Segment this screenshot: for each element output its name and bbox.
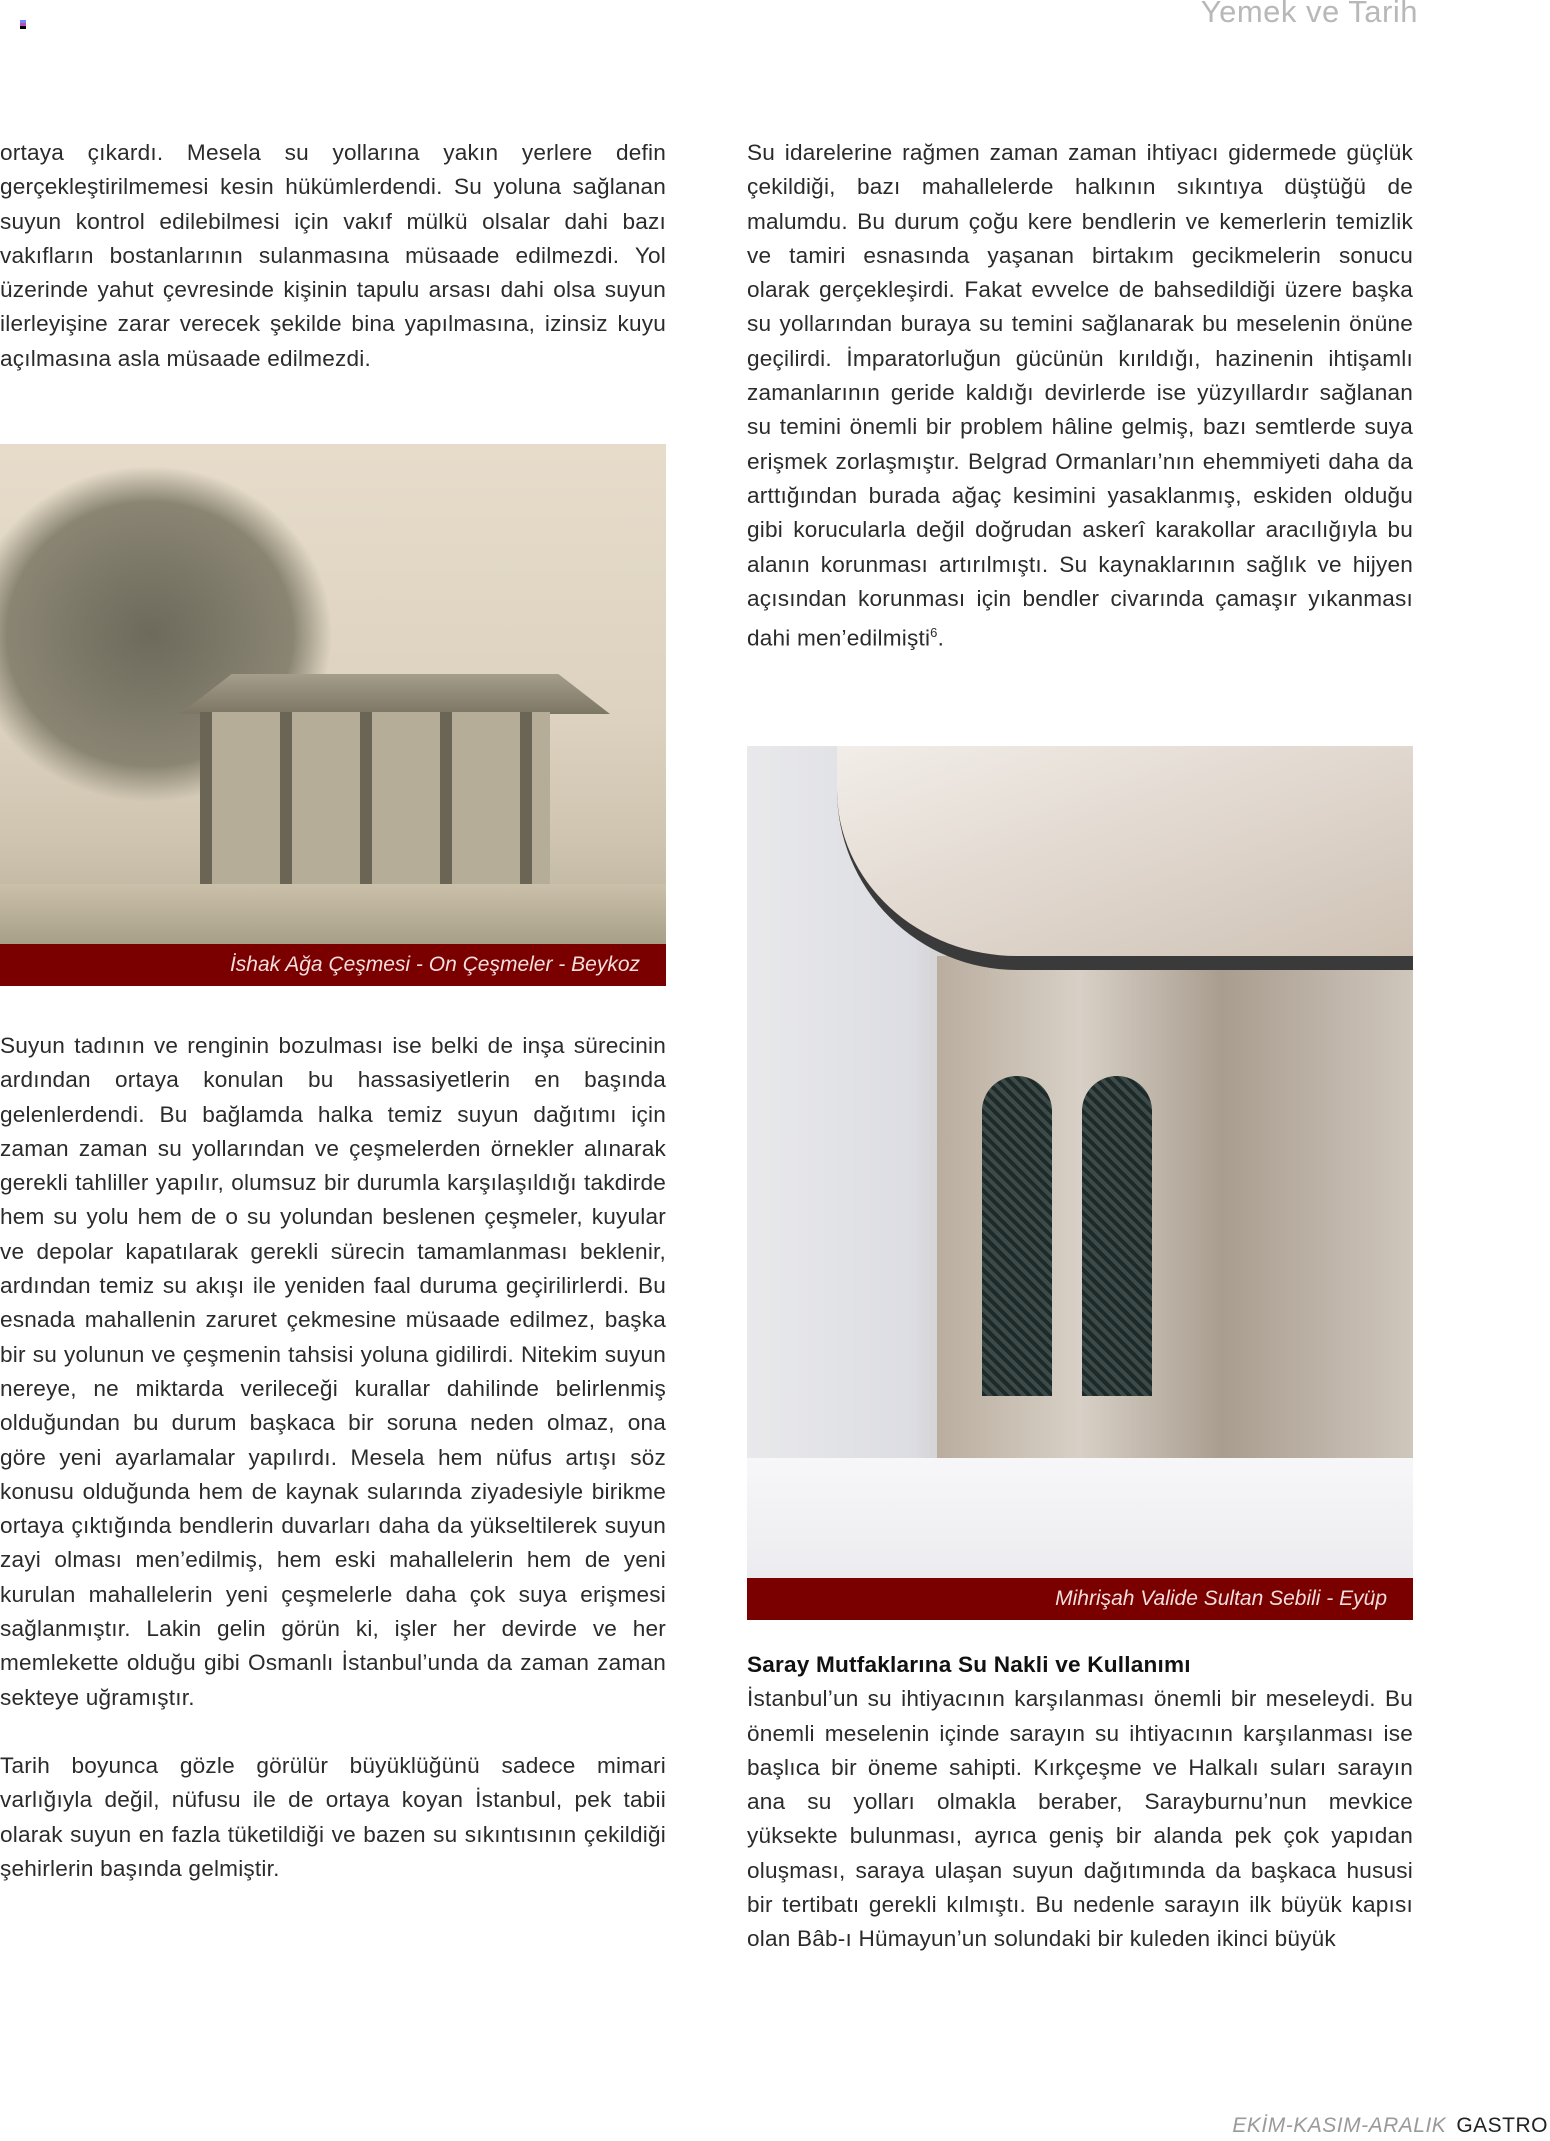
right-column-bottom — [747, 1648, 1413, 1957]
paragraph-text: Su idarelerine rağmen zaman zaman ihtiyacı gidermede güçlük çekildiği, bazı mahallelerde halkının sıkıntıya düştüğü de malumdu. Bu durum çoğu kere bendlerin ve kemerlerin temizlik ve tamiri esnasında yaşanan birtakım gecikmelerin sonucu olarak gerçekleşirdi. Fakat evvelce de bahsedildiği üzere başka su yollarından buraya su temini sağlanarak bu meselenin önüne geçilirdi. İmparatorluğun gücünün kırıldığı, hazinenin ihtişamlı zamanlarının geride kaldığı devirlerde ise yüzyıllardır sağlanan su temini önemli bir problem hâline gelmiş, bazı semtlerde suya erişmek zorlaşmıştır. Belgrad Ormanları’nın ehemmiyeti daha da arttığından burada ağaç kesimini yasaklanmış, eskiden olduğu gibi korucularla değil doğrudan askerî karakollar aracılığıyla bu alanın korunması artırılmıştı. Su kaynaklarının sağlık ve hijyen açısından korunması için bendler civarında çamaşır yıkanması dahi men’edilmişti — [747, 140, 1413, 651]
snow — [747, 1458, 1413, 1578]
paragraph: Suyun tadının ve renginin bozulması ise belki de inşa sürecinin ardından ortaya konulan bu hassasiyetlerin en başında gelenlerdendi. Bu bağlamda halka temiz suyun dağıtımı için zaman zaman su yollarından ve çeşmelerden örnekler alınarak gerekli tahliller yapılır, olumsuz bir durumla karşılaşıldığı takdirde hem su yolu hem de o su yolundan beslenen çeşmeler, kuyular ve depolar kapatılarak gerekli sürecin tamamlanması beklenir, ardından temiz su akışı ile yeniden faal duruma geçirilirlerdi. Bu esnada mahallenin zaruret çekmesine müsaade edilmez, başka bir su yolunun ve çeşmenin tahsisi yoluna gidilirdi. Nitekim suyun nereye, ne miktarda verileceği kurallar dahilinde belirlenmiş olduğundan bu durum başkaca bir soruna neden olmaz, ona göre yeni ayarlamalar yapılırdı. Mesela hem nüfus artışı söz konusu olduğunda hem de kaynak sularında ziyadesiyle birikme ortaya çıktığında bendlerin duvarları daha da yükseltilerek suyun zayi olması men’edilmiş, hem eski mahallelerin hem de yeni kurulan mahallelerin yeni çeşmelerle daha çok suya erişmesi sağlanmıştır. Lakin gelin görün ki, işler her devirde ve her memlekette olduğu gibi Osmanlı İstanbul’unda da zaman zaman sekteye uğramıştır. — [0, 1033, 666, 1710]
paragraph: İstanbul’un su ihtiyacının karşılanması önemli bir meseleydi. Bu önemli meselenin içinde sarayın su ihtiyacının karşılanması ise başlıca bir öneme sahipti. Kırkçeşme ve Halkalı suları sarayın ana su yolları olmakla beraber, Sarayburnu’nun mevkice yüksekte bulunması, ayrıca geniş bir alanda pek çok yapıdan oluşması, saraya ulaşan suyun dağıtımında da başkaca hususi bir tertibatı gerekli kılmıştı. Bu nedenle sarayın ilk büyük kapısı olan Bâb-ı Hümayun’un solundaki bir kuleden ikinci büyük — [747, 1686, 1413, 1952]
kiosk-roof — [180, 674, 610, 714]
paragraph — [747, 136, 1413, 656]
color-marker-icon — [20, 20, 26, 29]
window-grille — [982, 1076, 1052, 1396]
section-title: Yemek ve Tarih — [1200, 0, 1418, 29]
kiosk-arches — [200, 712, 550, 892]
paragraph-end: . — [937, 625, 945, 651]
left-column-top — [0, 136, 666, 376]
engraving-image-ishak-aga-cesmesi — [0, 444, 666, 944]
sebil-roof — [837, 746, 1413, 970]
section-heading: Saray Mutfaklarına Su Nakli ve Kullanımı — [747, 1652, 1191, 1677]
figure-caption: İshak Ağa Çeşmesi - On Çeşmeler - Beykoz — [0, 944, 666, 986]
figure-caption: Mihrişah Valide Sultan Sebili - Eyüp — [747, 1578, 1413, 1620]
window-grille — [1082, 1076, 1152, 1396]
page-footer — [1232, 2114, 1548, 2138]
left-column-bottom — [0, 1029, 666, 1886]
paragraph: Tarih boyunca gözle görülür büyüklüğünü sadece mimari varlığıyla değil, nüfusu ile de ortaya koyan İstanbul, pek tabii olarak suyun en fazla tüketildiği ve bazen su sıkıntısının çekildiği şehirlerin başında gelmiştir. — [0, 1752, 666, 1881]
photo-mihrisah-sebili — [747, 746, 1413, 1578]
ground — [0, 884, 666, 944]
right-column-top — [747, 136, 1413, 656]
magazine-name: GASTRO — [1456, 2114, 1548, 2137]
issue-label: EKİM-KASIM-ARALIK — [1232, 2114, 1447, 2137]
paragraph: ortaya çıkardı. Mesela su yollarına yakın yerlere defin gerçekleştirilmemesi kesin hükümlerdendi. Su yoluna sağlanan suyun kontrol edilebilmesi için vakıf mülkü olsalar dahi bazı vakıfların bostanlarının sulanmasına müsaade edilmezdi. Yol üzerinde yahut çevresinde kişinin tapulu arsası dahi olsa suyun ilerleyişine zarar verecek şekilde bina yapılmasına, izinsiz kuyu açılmasına asla müsaade edilmezdi. — [0, 140, 666, 371]
footnote-ref[interactable]: 6 — [930, 625, 938, 641]
